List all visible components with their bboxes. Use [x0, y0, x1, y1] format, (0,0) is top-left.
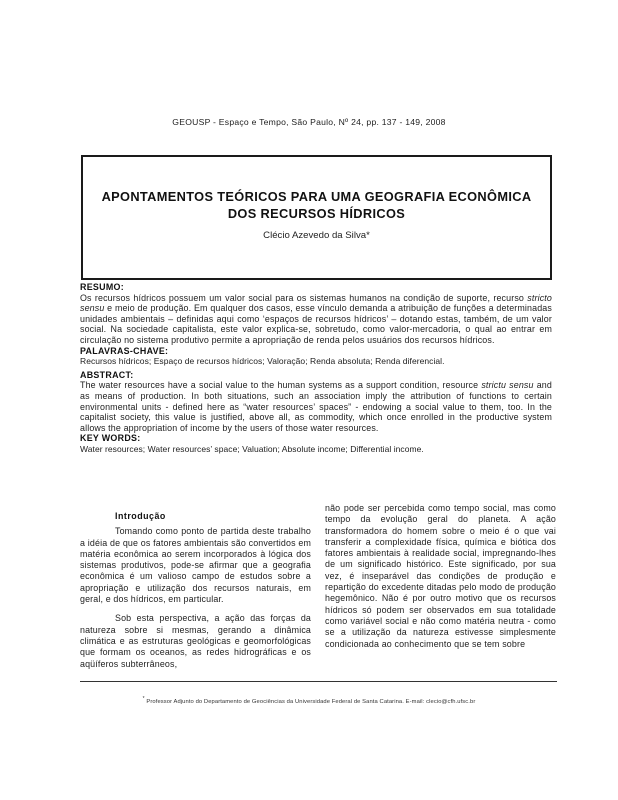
abstract-text-part-2: and as means of production. In both situations, such an association imply the attribution of functions to certain environmental units - defined here as “water resources’ spaces” - endowing a social value to them, too. In the capitalist society, this value is justified, above all, as commodity, which once enrolled in the productive system allows the appropriation of income by the users of those water resources.	[80, 380, 552, 433]
key-words-heading: KEY WORDS:	[80, 433, 141, 444]
key-words-text: Water resources; Water resources’ space; Valuation; Absolute income; Differential income.	[80, 443, 424, 454]
resumo-heading: RESUMO:	[80, 282, 125, 292]
resumo-text	[80, 293, 552, 346]
journal-citation-header: GEOUSP - Espaço e Tempo, São Paulo, Nº 24, pp. 137 - 149, 2008	[172, 117, 446, 127]
author-name: Clécio Azevedo da Silva*	[263, 230, 370, 241]
title-box	[81, 155, 552, 280]
body-left-column	[80, 511, 311, 670]
resumo-text-part-2: e meio de produção. Em qualquer dos casos, esse vínculo demanda a atribuição de funções a determinadas unidades ambientais – definidas aqui como ‘espaços de recursos hídricos’ – dotando estas, também, de um valor social. Na sociedade capitalista, este valor explica-se, sobretudo, como valor-mercadoria, o qual ao entrar em circulação no sistema produtivo permite a apropriação de renda pelos usuários dos recursos hídricos.	[80, 303, 552, 345]
palavras-chave-text: Recursos hídricos; Espaço de recursos hídricos; Valoração; Renda absoluta; Renda diferencial.	[80, 356, 445, 367]
palavras-chave-heading: PALAVRAS-CHAVE:	[80, 345, 169, 356]
section-title-introducao: Introdução	[115, 511, 166, 521]
article-title	[83, 188, 550, 222]
footnote-marker: *	[142, 696, 145, 702]
body-paragraph: Sob esta perspectiva, a ação das forças da natureza sobre si mesmas, gerando a dinâmica climática e as estruturas geológicas e geomorfológicas que formam os oceanos, as redes hidrográficas e os aqüíferos subterrâneos,	[80, 613, 311, 669]
abstracts-section	[80, 282, 552, 458]
article-title-line-1: APONTAMENTOS TEÓRICOS PARA UMA GEOGRAFIA ECONÔMICA	[101, 189, 532, 204]
body-paragraph: não pode ser percebida como tempo social, mas como tempo da evolução geral do planeta. A ação transformadora do homem sobre o meio é o que vai transferir a complexidade física, química e biótica dos fatores ambientais à realidade social, impregnando-lhes de um significado histórico. Este significado, por sua vez, é inseparável das condições de produção e repartição do excedente ditadas pelo modo de produção hegemônico. Não é por outro motivo que os recursos hídricos só podem ser observados em sua totalidade como variável social e não como matéria neutra - como se a utilização da natureza estivesse simplesmente condicionada ao conhecimento que se tem sobre	[325, 503, 556, 649]
article-title-line-2: DOS RECURSOS HÍDRICOS	[227, 206, 406, 221]
abstract-text-italic: strictu sensu	[481, 380, 534, 391]
footnote-text: Professor Adjunto do Departamento de Geociências da Universidade Federal de Santa Catarina. E-mail: clecio@cfh.ufsc.br	[146, 698, 476, 705]
author-footnote	[0, 696, 618, 705]
resumo-text-part-1: Os recursos hídricos possuem um valor social para os sistemas humanos na condição de suporte, recurso	[80, 292, 528, 303]
abstract-text	[80, 380, 552, 433]
body-paragraph: Tomando como ponto de partida deste trabalho a idéia de que os fatores ambientais são convertidos em matéria econômica ao serem incorporados à lógica dos sistemas produtivos, pode-se afirmar que a geografia econômica é um valioso campo de estudos sobre a apropriação e utilização dos recursos naturais, em geral, e dos hídricos, em particular.	[80, 526, 311, 605]
footnote-divider	[80, 681, 557, 682]
abstract-heading: ABSTRACT:	[80, 369, 134, 380]
abstract-text-part-1: The water resources have a social value to the human systems as a support condition, resource	[80, 380, 482, 391]
resumo-text-italic: stricto sensu	[80, 292, 552, 314]
body-right-column	[325, 503, 556, 650]
